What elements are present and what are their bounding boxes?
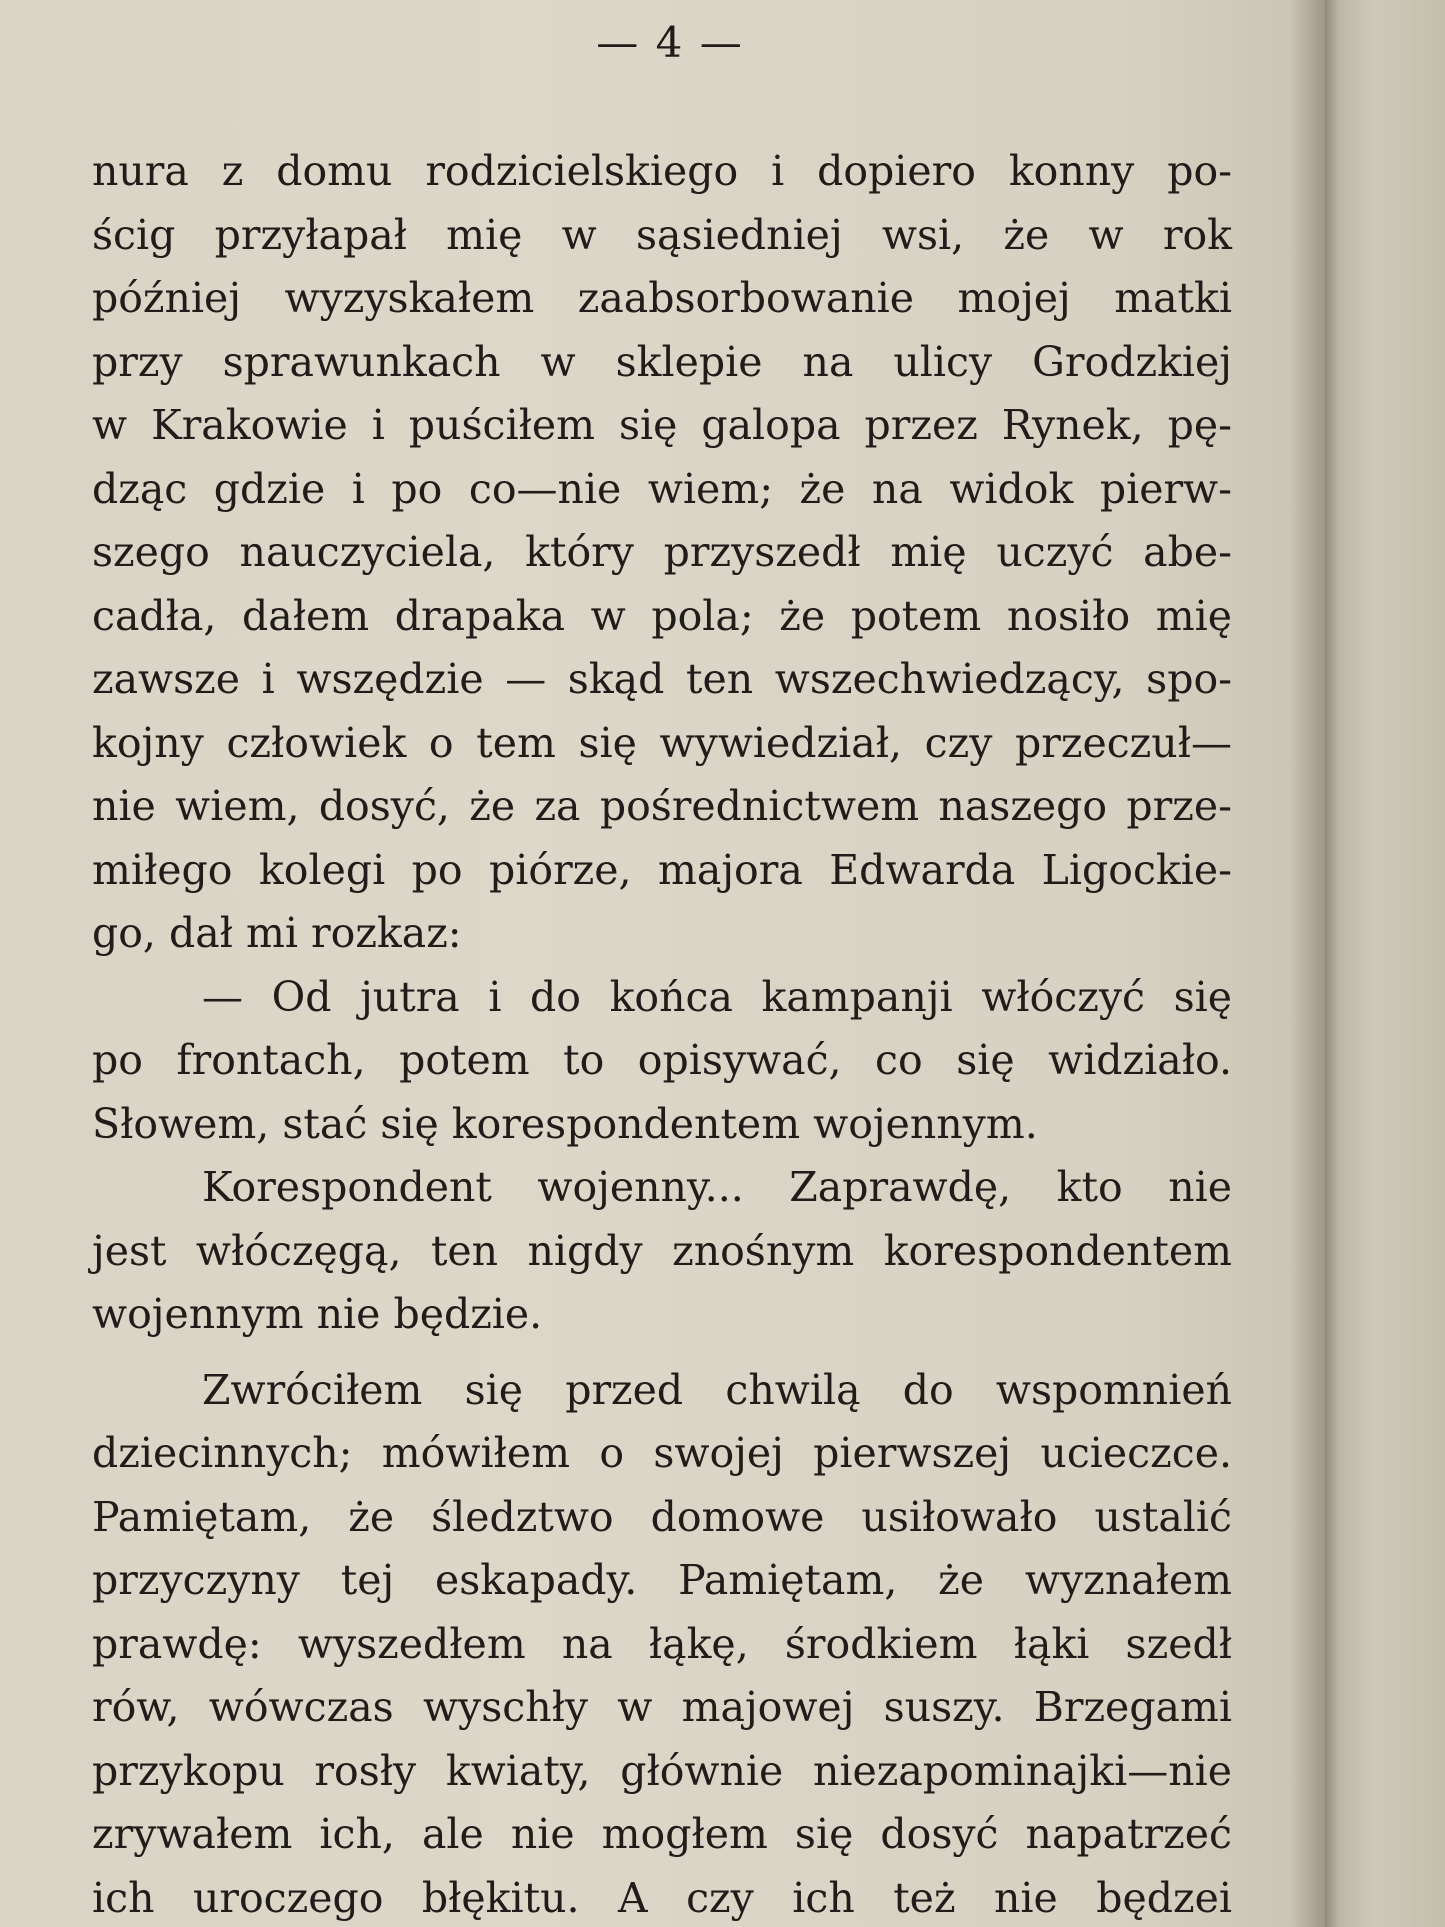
text-line: przyczyny tej eskapady. Pamiętam, że wyznałem	[92, 1556, 1232, 1604]
text-line: w Krakowie i puściłem się galopa przez Rynek, pę-	[92, 401, 1232, 449]
text-line: przy sprawunkach w sklepie na ulicy Grodzkiej	[92, 337, 1232, 386]
text-line: miłego kolegi po piórze, majora Edwarda Ligockie-	[92, 845, 1232, 894]
text-line: później wyzyskałem zaabsorbowanie mojej matki	[92, 274, 1232, 322]
paragraph-gap	[92, 1347, 1232, 1359]
text-line: prawdę: wyszedłem na łąkę, środkiem łąki szedł	[92, 1619, 1232, 1668]
text-line: Zwróciłem się przed chwilą do wspomnień	[202, 1365, 1232, 1414]
text-line: dziecinnych; mówiłem o swojej pierwszej ucieczce.	[92, 1429, 1232, 1477]
text-line: przykopu rosły kwiaty, głównie niezapominajki—nie	[92, 1746, 1232, 1795]
gutter-shadow	[1290, 0, 1325, 1927]
text-line: Korespondent wojenny... Zaprawdę, kto nie	[202, 1163, 1232, 1211]
text-line: go, dał mi rozkaz:	[92, 909, 462, 957]
text-line: ich uroczego błękitu. A czy ich też nie będzei	[92, 1873, 1232, 1922]
text-line: rów, wówczas wyschły w majowej suszy. Brzegami	[92, 1683, 1232, 1731]
text-line: dząc gdzie i po co—nie wiem; że na widok pierw-	[92, 464, 1232, 513]
text-line: — Od jutra i do końca kampanji włóczyć się	[202, 972, 1232, 1021]
text-line: po frontach, potem to opisywać, co się widziało.	[92, 1036, 1232, 1084]
page-text	[92, 140, 1232, 1927]
text-line: zawsze i wszędzie — skąd ten wszechwiedzący, spo-	[92, 655, 1232, 703]
text-line: nie wiem, dosyć, że za pośrednictwem naszego prze-	[92, 782, 1232, 830]
text-line: wojennym nie będzie.	[92, 1290, 543, 1338]
text-line: ścig przyłapał mię w sąsiedniej wsi, że w rok	[92, 210, 1232, 259]
next-page-edge	[1325, 0, 1445, 1927]
text-line: kojny człowiek o tem się wywiedział, czy przeczuł—	[92, 718, 1232, 767]
text-line: zrywałem ich, ale nie mogłem się dosyć napatrzeć	[92, 1810, 1232, 1858]
text-line: jest włóczęgą, ten nigdy znośnym korespondentem	[92, 1226, 1232, 1275]
text-line: Słowem, stać się korespondentem wojennym.	[92, 1099, 1038, 1148]
text-line: Pamiętam, że śledztwo domowe usiłowało ustalić	[92, 1492, 1232, 1541]
text-line: cadła, dałem drapaka w pola; że potem nosiło mię	[92, 591, 1232, 640]
page-number: — 4 —	[596, 18, 744, 67]
text-line: szego nauczyciela, który przyszedł mię uczyć abe-	[92, 528, 1232, 576]
text-line: nura z domu rodzicielskiego i dopiero konny po-	[92, 147, 1232, 195]
